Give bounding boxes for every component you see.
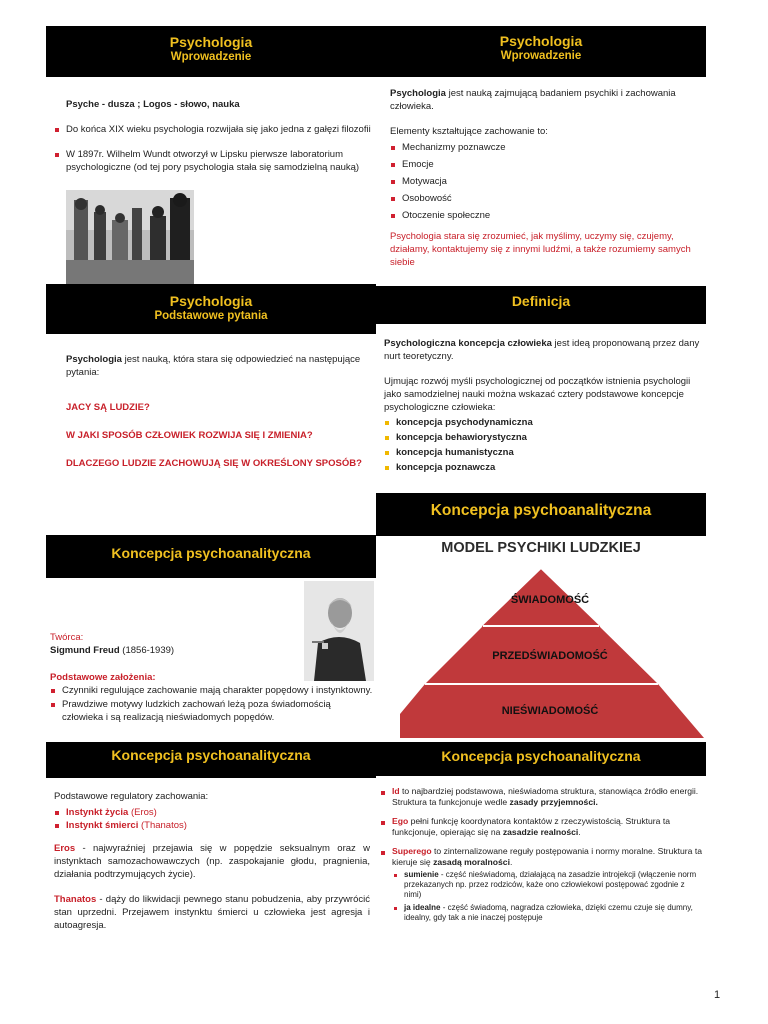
slide3-intro: jest nauką, która stara się odpowiedzieć na następujące pytania: — [66, 354, 361, 378]
list-item: Otoczenie społeczne — [390, 209, 700, 222]
conscience-term: sumienie — [404, 870, 439, 879]
list-item: Superego to zinternalizowane reguły postępowania i normy moralne. Struktura ta kieruje się zasadą moralności. sumienie - część nieświadomą, działającą na zasadzie introjekcji (włączenie norm przekazanych np. przez rodziców, każe ono człowiekowi postępować zgodnie z nimi) ja idealne - część świadomą, nagradza człowieka, dzięki czemu czuje się dumny, idealny, gdy tak a nie inaczej postępuje — [380, 846, 704, 923]
thanatos-description: - dąży do likwidacji pewnego stanu pobudzenia, aby przywrócić stan uprzedni. Przejawem instynktu śmierci u człowieka jest agresja i autoagresja. — [54, 894, 370, 931]
id-principle: zasady przyjemności. — [509, 797, 598, 807]
slide3-subtitle: Podstawowe pytania — [154, 310, 268, 322]
list-item: Emocje — [390, 158, 700, 171]
slide5-title-bar — [46, 535, 376, 578]
slide5-creator-name: Sigmund Freud — [50, 645, 120, 656]
wundt-lab-photo — [66, 190, 194, 286]
list-item: koncepcja humanistyczna — [384, 446, 704, 459]
list-item — [54, 806, 370, 819]
list-item — [380, 786, 704, 808]
slide4-definition: jest ideą proponowaną przez dany nurt teoretyczny. — [384, 338, 700, 362]
slide5-creator-label: Twórca: — [50, 632, 84, 643]
slide2-red-note: Psychologia stara się zrozumieć, jak myślimy, uczymy się, czujemy, działamy, kontaktujemy się z innymi ludźmi, a także rozumiemy samych siebie — [390, 231, 691, 266]
pyramid-label-conscious: ŚWIADOMOŚĆ — [510, 594, 590, 606]
slide8-body — [380, 786, 704, 923]
ego-term: Ego — [392, 816, 409, 826]
list-item: Mechanizmy poznawcze — [390, 141, 700, 154]
conscience-description: - część nieświadomą, działającą na zasadzie introjekcji (włączenie norm przekazanych np. przez rodziców, każe ono człowiekowi postępować zgodnie z nimi) — [404, 870, 697, 899]
list-item: Ego pełni funkcję koordynatora kontaktów z rzeczywistością. Struktura ta funkcjonuje, opierając się na zasadzie realności. — [380, 816, 704, 838]
list-item: koncepcja poznawcza — [384, 461, 704, 474]
list-item: Prawdziwe motywy ludzkich zachowań leżą poza świadomością człowieka i są realizacją nieświadomych popędów. — [50, 698, 352, 724]
slide4-title-bar — [376, 286, 706, 324]
eros-description: - najwyraźniej przejawia się w popędzie seksualnym oraz w instynktach samozachowawczych (np. zaspokajanie głodu, pragnienia, działania podtrzymujących życie). — [54, 843, 370, 880]
eros-term: Eros — [54, 843, 76, 854]
slide7-regulators-list — [54, 806, 370, 832]
slide1-body — [66, 98, 376, 174]
slide7-body — [54, 790, 370, 932]
slide3-term: Psychologia — [66, 354, 122, 365]
eros-name: (Eros) — [128, 807, 157, 818]
slide3-title: Psychologia — [169, 293, 253, 309]
list-item: Motywacja — [390, 175, 700, 188]
slide6-title: Koncepcja psychoanalityczna — [430, 502, 652, 519]
slide5-body — [50, 631, 380, 724]
slide4-concepts-list — [384, 416, 704, 474]
ideal-self-description: - część świadomą, nagradza człowieka, dzięki czemu czuje się dumny, idealny, gdy tak a nie inaczej postępuje — [404, 903, 693, 922]
slide3-question-1: JACY SĄ LUDZIE? — [66, 402, 150, 413]
page-number: 1 — [714, 989, 721, 1001]
list-item: Osobowość — [390, 192, 700, 205]
superego-description: to zinternalizowane reguły postępowania i normy moralne. Struktura ta kieruje się — [392, 846, 703, 867]
slide2-subtitle: Wprowadzenie — [500, 50, 582, 62]
slide1-bullet-1: Do końca XIX wieku psychologia rozwijała się jako jedna z gałęzi filozofii — [54, 123, 376, 136]
slide3-body — [66, 353, 376, 470]
slide3-title-bar — [46, 284, 376, 334]
slide4-intro: Ujmując rozwój myśli psychologicznej od początków istnienia psychologii jako samodzielnej nauki można wskazać cztery podstawowe koncepcje psychologiczne człowieka: — [384, 376, 691, 413]
slide5-creator-years: (1856-1939) — [119, 645, 175, 656]
slide1-bullet-2: W 1897r. Wilhelm Wundt otworzył w Lipsku pierwsze laboratorium psychologiczne (od tej pory psychologia stała się samodzielną nauką) — [54, 148, 376, 174]
id-term: Id — [392, 786, 400, 796]
psyche-model-pyramid — [400, 566, 704, 744]
slide6-title-bar — [376, 493, 706, 536]
list-item — [54, 819, 370, 832]
slide2-elements-list — [390, 141, 700, 222]
slide1-title-bar — [46, 26, 376, 77]
slide7-title-bar — [46, 742, 376, 778]
id-description: to najbardziej podstawowa, nieświadoma struktura, stanowiąca źródło energii. — [399, 786, 699, 796]
slide5-assumptions-list — [50, 684, 380, 724]
slide2-body — [390, 87, 700, 266]
slide3-question-2: W JAKI SPOSÓB CZŁOWIEK ROZWIJA SIĘ I ZMIENIA? — [66, 430, 313, 441]
ego-description: pełni funkcję koordynatora kontaktów z rzeczywistością. Struktura ta funkcjonuje, opierając się na — [392, 816, 670, 837]
superego-principle: zasadą moralności — [433, 857, 510, 867]
ego-principle: zasadzie realności — [502, 827, 579, 837]
list-item: koncepcja behawiorystyczna — [384, 431, 704, 444]
id-principle-intro: Struktura ta funkcjonuje wedle — [392, 797, 510, 807]
eros-label: Instynkt życia — [66, 807, 129, 818]
slide1-subtitle: Wprowadzenie — [170, 51, 252, 63]
slide2-term: Psychologia — [390, 88, 446, 99]
slide2-definition: jest nauką zajmującą badaniem psychiki i zachowania człowieka. — [390, 88, 676, 112]
pyramid-label-unconscious: NIEŚWIADOMOŚĆ — [501, 705, 599, 717]
slide2-title-bar — [376, 26, 706, 77]
slide4-term: Psychologiczna koncepcja człowieka — [384, 338, 552, 349]
slide6-heading: MODEL PSYCHIKI LUDZKIEJ — [441, 540, 641, 556]
list-item: koncepcja psychodynamiczna — [384, 416, 704, 429]
thanatos-term: Thanatos — [54, 894, 97, 905]
slide7-intro: Podstawowe regulatory zachowania: — [54, 791, 209, 802]
slide1-lead: Psyche - dusza ; Logos - słowo, nauka — [66, 99, 240, 110]
slide1-title: Psychologia — [169, 34, 253, 50]
slide7-title: Koncepcja psychoanalityczna — [111, 747, 311, 763]
superego-term: Superego — [392, 846, 432, 856]
slide4-body — [384, 337, 704, 474]
list-item — [392, 903, 704, 923]
slide2-title: Psychologia — [499, 33, 583, 49]
list-item — [392, 870, 704, 900]
slide8-title: Koncepcja psychoanalityczna — [441, 748, 641, 764]
thanatos-label: Instynkt śmierci — [66, 820, 139, 831]
slide3-question-3: DLACZEGO LUDZIE ZACHOWUJĄ SIĘ W OKREŚLONY SPOSÓB? — [66, 458, 362, 469]
slide5-title: Koncepcja psychoanalityczna — [111, 545, 311, 561]
slide5-assumptions-label: Podstawowe założenia: — [50, 672, 156, 683]
slide8-title-bar — [376, 742, 706, 776]
list-item: Czynniki regulujące zachowanie mają charakter popędowy i instynktowny. — [50, 684, 380, 697]
thanatos-name: (Thanatos) — [138, 820, 187, 831]
pyramid-label-preconscious: PRZEDŚWIADOMOŚĆ — [492, 650, 608, 662]
ideal-self-term: ja idealne — [404, 903, 441, 912]
slide2-elements-intro: Elementy kształtujące zachowanie to: — [390, 126, 548, 137]
slide4-title: Definicja — [511, 293, 571, 309]
